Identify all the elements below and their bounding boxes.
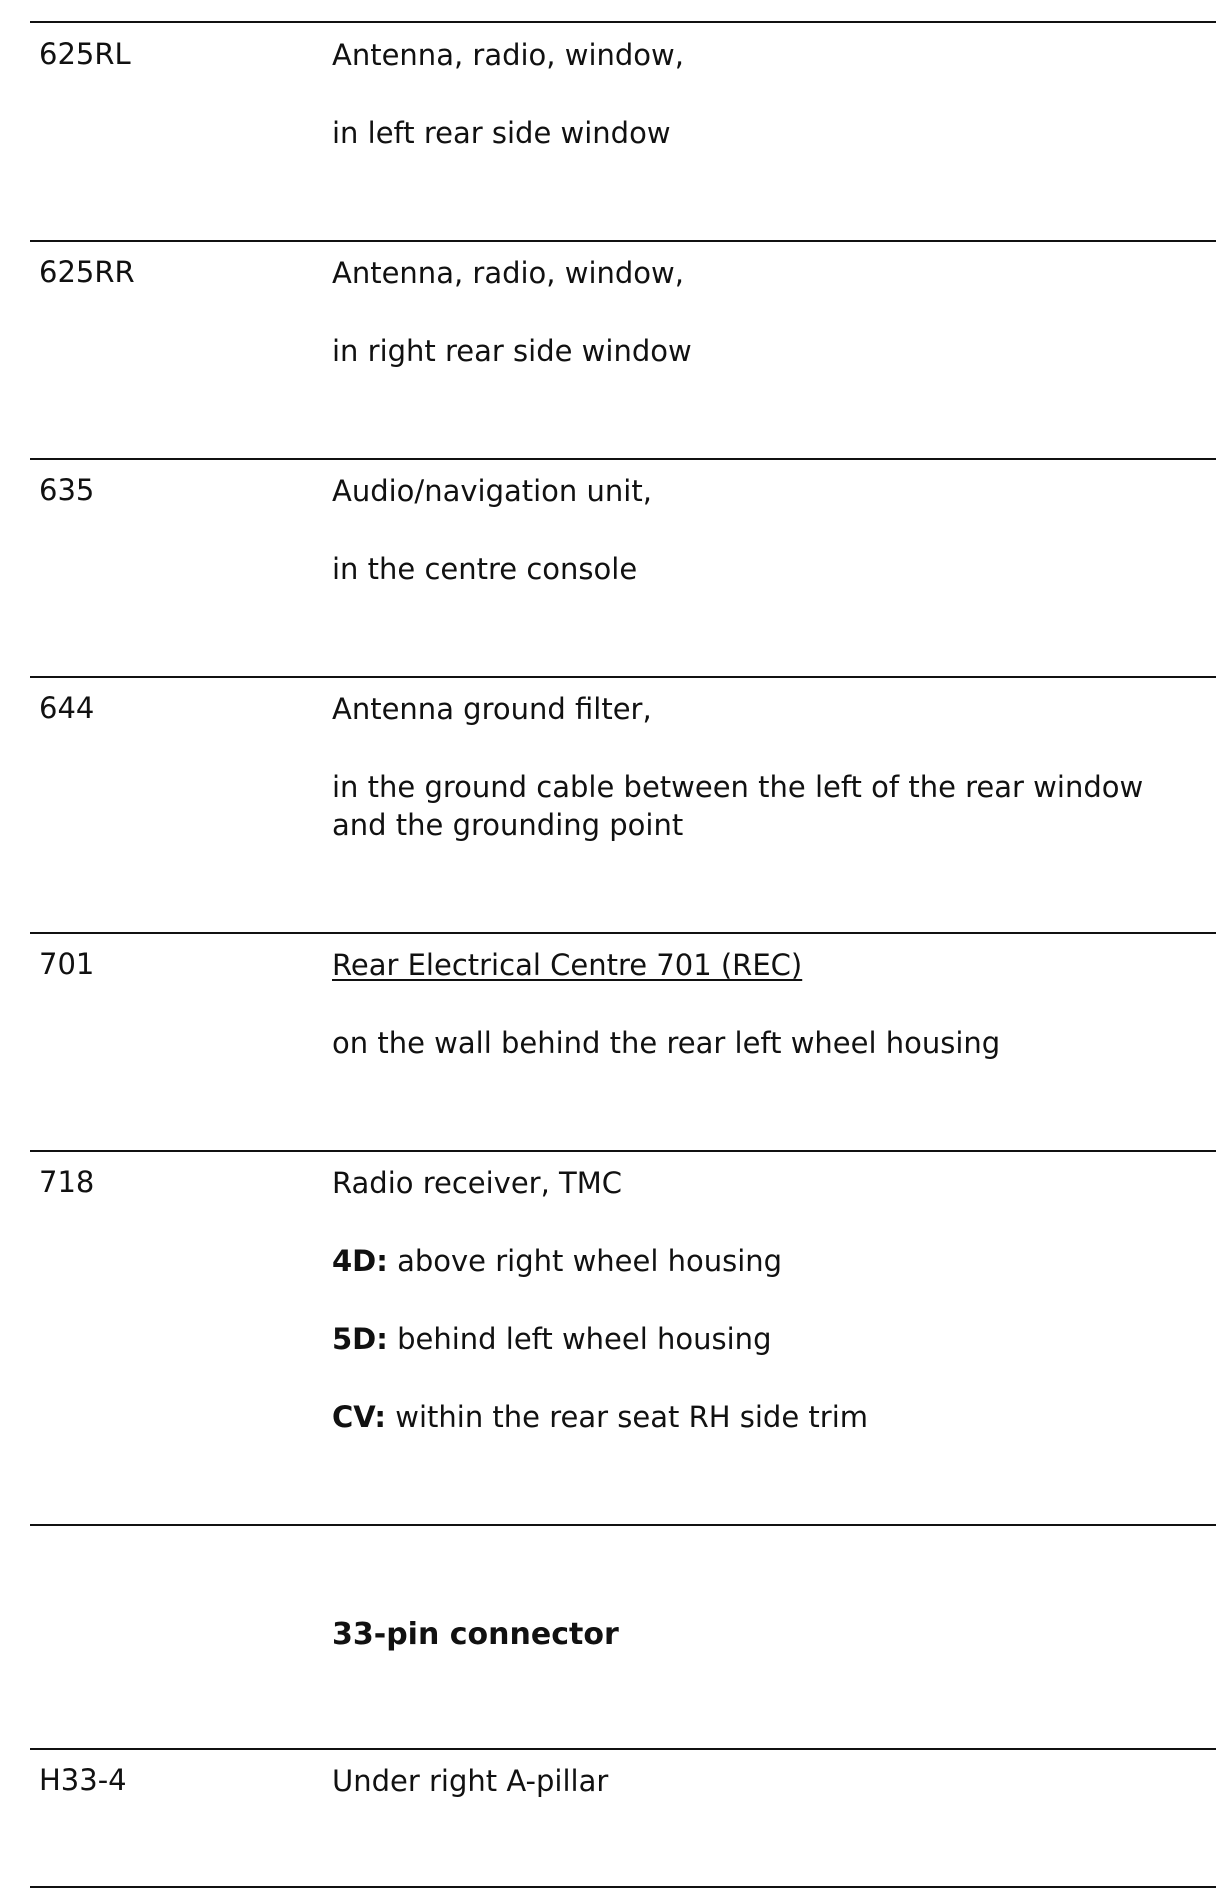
component-description <box>332 690 1202 844</box>
component-code: 635 <box>39 473 95 507</box>
component-description <box>332 254 1202 370</box>
description-line: Antenna, radio, window, <box>332 38 684 72</box>
location-line: Under right A-pillar <box>332 1764 609 1798</box>
row-divider <box>30 1886 1216 1888</box>
description-line: Audio/navigation unit, <box>332 474 652 508</box>
row-divider <box>30 1748 1216 1750</box>
row-divider <box>30 21 1216 23</box>
connector-description <box>332 1762 1202 1800</box>
location-line: in the centre console <box>332 552 638 586</box>
row-divider <box>30 240 1216 242</box>
description-line: Antenna, radio, window, <box>332 256 684 290</box>
component-code: 625RL <box>39 37 131 71</box>
component-description <box>332 1164 1202 1436</box>
location-line: in right rear side window <box>332 334 692 368</box>
variant-line-4d <box>332 1242 1202 1280</box>
section-heading: 33-pin connector <box>332 1617 619 1652</box>
description-line: Antenna ground filter, <box>332 692 652 726</box>
row-divider <box>30 932 1216 934</box>
rear-electrical-centre-link[interactable]: Rear Electrical Centre 701 (REC) <box>332 948 803 982</box>
variant-text: within the rear seat RH side trim <box>386 1400 869 1434</box>
variant-line-cv <box>332 1398 1202 1436</box>
location-line: in left rear side window <box>332 116 671 150</box>
variant-key: 5D: <box>332 1322 388 1356</box>
variant-key: 4D: <box>332 1244 388 1278</box>
row-divider <box>30 1150 1216 1152</box>
variant-line-5d <box>332 1320 1202 1358</box>
component-description <box>332 36 1202 152</box>
component-code: 644 <box>39 691 95 725</box>
row-divider <box>30 676 1216 678</box>
location-line: in the ground cable between the left of the rear window and the grounding point <box>332 770 1144 842</box>
component-description <box>332 472 1202 588</box>
variant-key: CV: <box>332 1400 387 1434</box>
row-divider <box>30 458 1216 460</box>
location-line: on the wall behind the rear left wheel housing <box>332 1026 1001 1060</box>
component-description <box>332 946 1202 1062</box>
variant-text: above right wheel housing <box>387 1244 783 1278</box>
component-code: 718 <box>39 1165 95 1199</box>
connector-code: H33-4 <box>39 1763 127 1797</box>
description-line: Radio receiver, TMC <box>332 1166 623 1200</box>
variant-text: behind left wheel housing <box>387 1322 772 1356</box>
row-divider <box>30 1524 1216 1526</box>
component-code: 625RR <box>39 255 135 289</box>
component-code: 701 <box>39 947 95 981</box>
